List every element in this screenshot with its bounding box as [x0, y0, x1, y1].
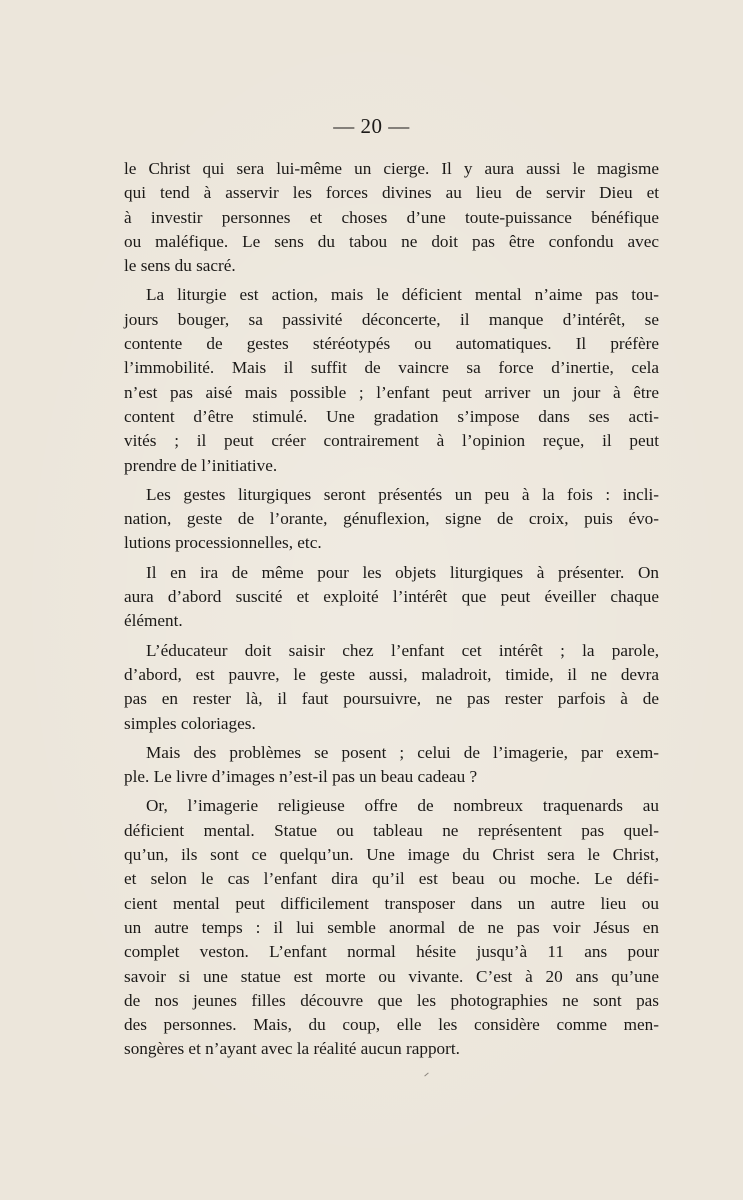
text-line: le sens du sacré.: [124, 256, 236, 276]
text-line: Mais des problèmes se posent ; celui de l’imagerie, par exem-: [146, 742, 659, 762]
text-line: n’est pas aisé mais possible ; l’enfant peut arriver un jour à être: [124, 382, 659, 402]
text-line: d’abord, est pauvre, le geste aussi, maladroit, timide, il ne devra: [124, 664, 659, 684]
text-line: lutions processionnelles, etc.: [124, 533, 322, 553]
text-line: à investir personnes et choses d’une toute-puissance bénéfique: [124, 207, 659, 227]
text-line: aura d’abord suscité et exploité l’intérêt que peut éveiller chaque: [124, 587, 659, 607]
text-line: Les gestes liturgiques seront présentés un peu à la fois : incli-: [146, 484, 659, 504]
body-text: [124, 157, 659, 1062]
text-line: La liturgie est action, mais le déficient mental n’aime pas tou-: [146, 285, 659, 305]
text-line: et selon le cas l’enfant dira qu’il est beau ou moche. Le défi-: [124, 869, 659, 889]
stray-pencil-mark: [424, 1073, 428, 1077]
text-line: jours bouger, sa passivité déconcerte, il manque d’intérêt, se: [124, 309, 659, 329]
text-line: un autre temps : il lui semble anormal de ne pas voir Jésus en: [124, 917, 659, 937]
paragraph: [124, 639, 659, 736]
text-line: qui tend à asservir les forces divines au lieu de servir Dieu et: [124, 183, 659, 203]
paragraph: [124, 794, 659, 1061]
text-line: qu’un, ils sont ce quelqu’un. Une image du Christ sera le Christ,: [124, 845, 659, 865]
text-line: savoir si une statue est morte ou vivante. C’est à 20 ans qu’une: [124, 966, 659, 986]
paragraph: [124, 561, 659, 634]
text-line: contente de gestes stéréotypés ou automatiques. Il préfère: [124, 334, 659, 354]
text-line: simples coloriages.: [124, 713, 256, 733]
text-line: pas en rester là, il faut poursuivre, ne pas rester parfois à de: [124, 689, 659, 709]
text-line: ple. Le livre d’images n’est-il pas un beau cadeau ?: [124, 767, 478, 787]
text-line: content d’être stimulé. Une gradation s’impose dans ses acti-: [124, 406, 659, 426]
text-line: cient mental peut difficilement transposer dans un autre lieu ou: [124, 893, 659, 913]
paragraph: [124, 741, 659, 790]
text-line: complet veston. L’enfant normal hésite jusqu’à 11 ans pour: [124, 942, 659, 962]
paragraph: [124, 283, 659, 477]
text-line: vités ; il peut créer contrairement à l’opinion reçue, il peut: [124, 431, 659, 451]
text-line: nation, geste de l’orante, génuflexion, signe de croix, puis évo-: [124, 509, 659, 529]
text-line: déficient mental. Statue ou tableau ne représentent pas quel-: [124, 820, 659, 840]
text-line: l’immobilité. Mais il suffit de vaincre sa force d’inertie, cela: [124, 358, 659, 378]
text-line: Il en ira de même pour les objets liturgiques à présenter. On: [146, 562, 659, 582]
text-line: le Christ qui sera lui-même un cierge. Il y aura aussi le magisme: [124, 159, 659, 178]
text-line: élément.: [124, 611, 183, 631]
text-line: de nos jeunes filles découvre que les photographies ne sont pas: [124, 990, 659, 1010]
page-number: — 20 —: [333, 114, 410, 138]
text-line: ou maléfique. Le sens du tabou ne doit pas être confondu avec: [124, 231, 659, 251]
text-line: Or, l’imagerie religieuse offre de nombreux traquenards au: [146, 796, 659, 816]
text-line: songères et n’ayant avec la réalité aucun rapport.: [124, 1039, 460, 1059]
paragraph: [124, 483, 659, 556]
paragraph: [124, 157, 659, 278]
text-line: L’éducateur doit saisir chez l’enfant cet intérêt ; la parole,: [146, 640, 659, 660]
text-line: prendre de l’initiative.: [124, 455, 278, 475]
text-line: des personnes. Mais, du coup, elle les considère comme men-: [124, 1015, 659, 1035]
